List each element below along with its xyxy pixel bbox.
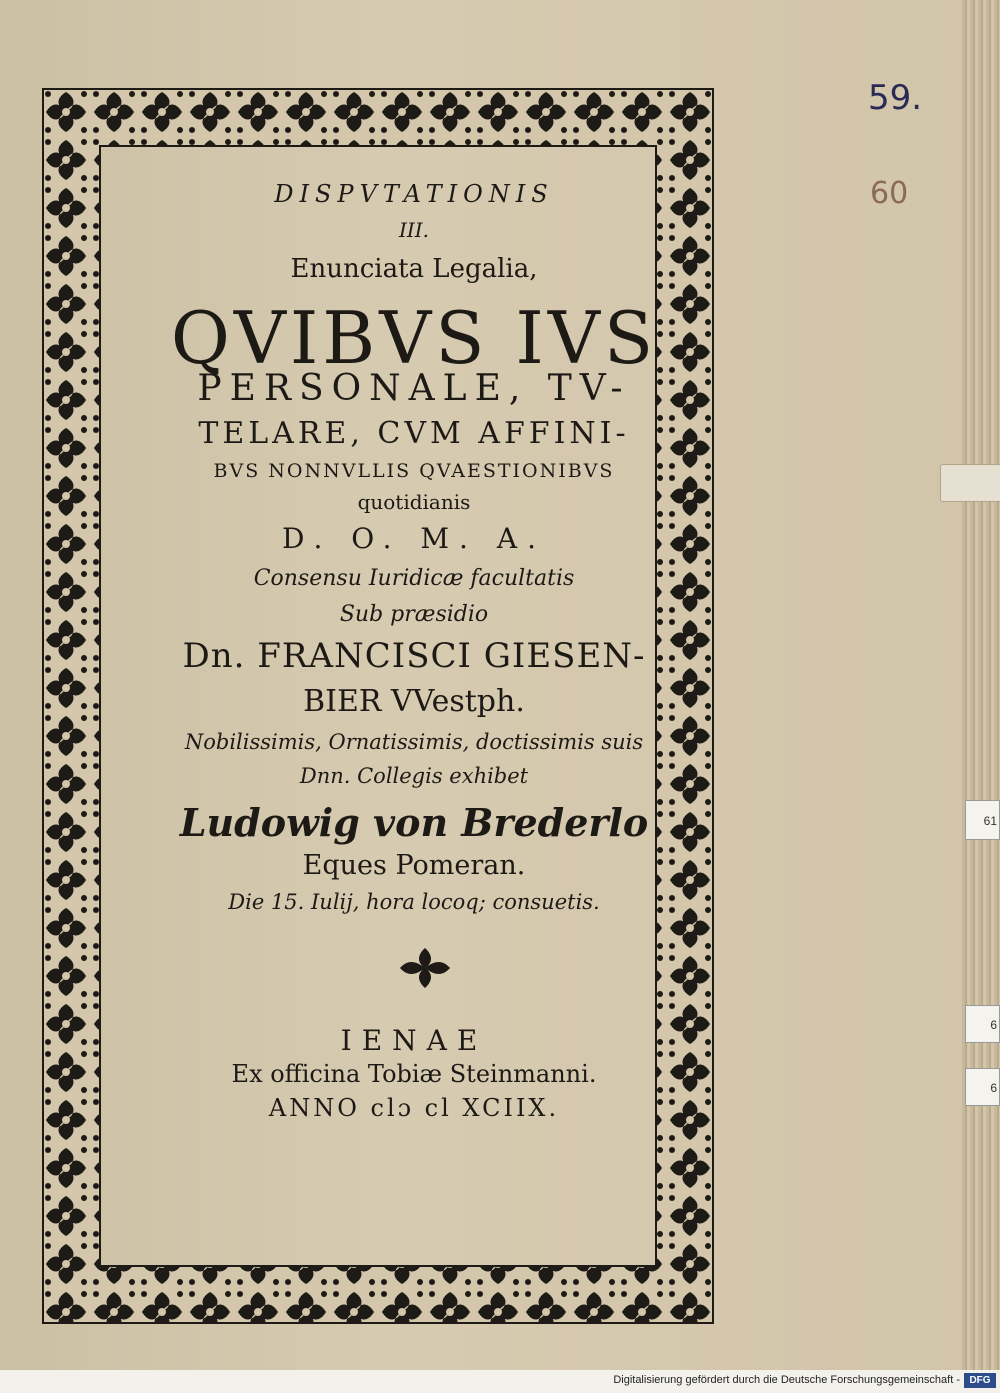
respondent-name: Ludowig von Brederlo — [179, 800, 649, 845]
title-line: Nobilissimis, Ornatissimis, doctissimis suis — [184, 730, 644, 754]
title-line: BIER VVestph. — [303, 684, 525, 719]
title-line: Die 15. Iulij, hora locoq; consuetis. — [228, 890, 600, 914]
title-line: quotidianis — [357, 490, 471, 514]
imprint-year: ANNO clɔ cl XCIIX. — [268, 1094, 560, 1122]
title-line: TELARE, CVM AFFINI- — [198, 416, 630, 451]
title-line: Dnn. Collegis exhibet — [299, 764, 529, 788]
side-sticker: 6 — [965, 1005, 1000, 1043]
imprint-place: IENAE — [340, 1024, 488, 1057]
imprint-printer: Ex officina Tobiæ Steinmanni. — [231, 1060, 597, 1088]
side-sticker: 6 — [965, 1068, 1000, 1106]
paper-clip-tab — [940, 464, 1000, 502]
fleuron-ornament — [395, 943, 455, 993]
footer-credit: Digitalisierung gefördert durch die Deutsche Forschungsgemeinschaft - — [613, 1374, 960, 1386]
title-line: BVS NONNVLLIS QVAESTIONIBVS — [213, 460, 615, 482]
title-line: Sub præsidio — [339, 602, 489, 627]
page-edges — [962, 0, 1000, 1370]
title-line: III. — [398, 218, 430, 242]
side-sticker: 61 — [965, 800, 1000, 840]
title-line: Eques Pomeran. — [302, 850, 526, 881]
ms-folio-number-old: 60 — [870, 176, 909, 211]
title-line: D. O. M. A. — [282, 522, 546, 555]
title-line: DISPVTATIONIS — [274, 180, 554, 208]
title-line: Consensu Iuridicæ facultatis — [253, 566, 575, 591]
dfg-logo: DFG — [964, 1373, 996, 1388]
ms-folio-number: 59. — [868, 78, 923, 118]
title-line: Enunciata Legalia, — [290, 254, 538, 284]
title-main: QVIBVS IVS — [170, 296, 658, 380]
title-line: Dn. FRANCISCI GIESEN- — [182, 636, 646, 676]
title-line: PERSONALE, TV- — [197, 368, 631, 409]
